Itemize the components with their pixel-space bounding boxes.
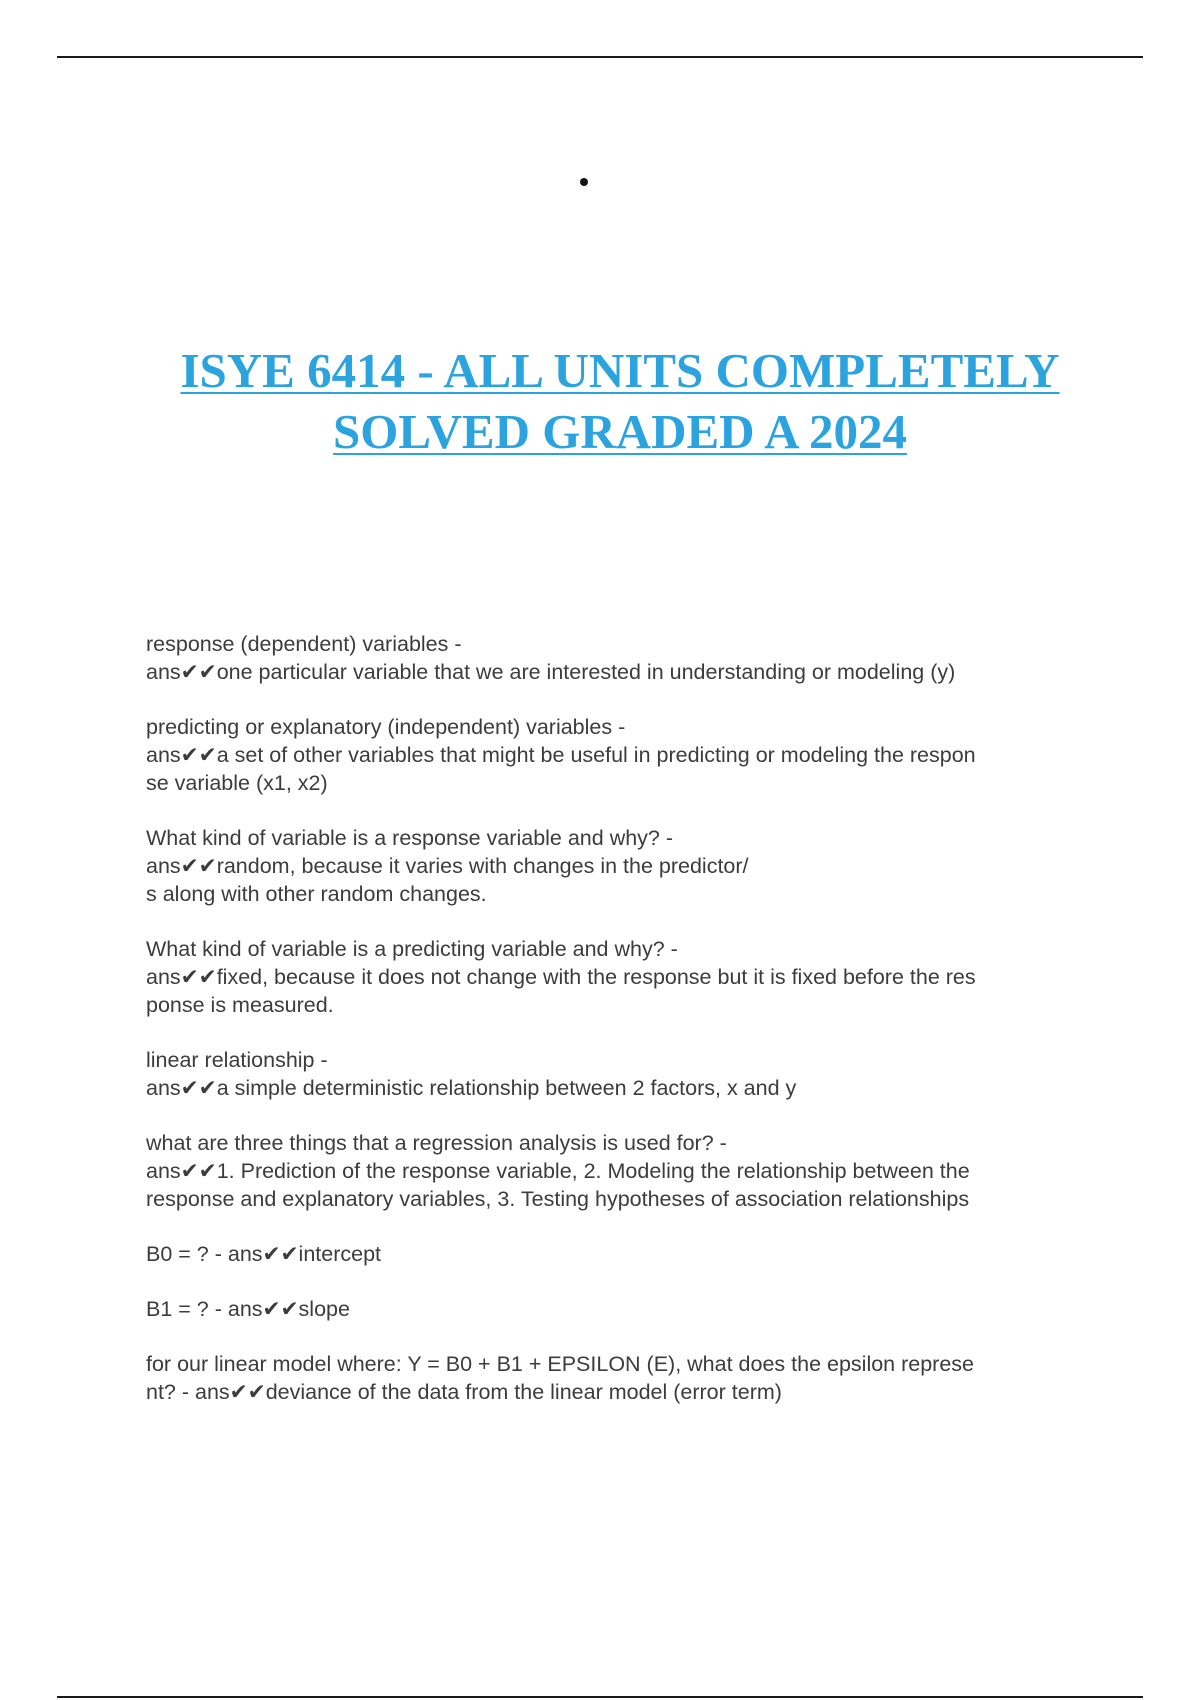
qa-line: B0 = ? - ans✔✔intercept [146, 1242, 382, 1266]
header-rule [57, 56, 1143, 58]
qa-line: what are three things that a regression analysis is used for? - [146, 1131, 727, 1155]
qa-line: response and explanatory variables, 3. Testing hypotheses of association relationships [146, 1187, 970, 1211]
qa-item [146, 1046, 1086, 1102]
title-line-2[interactable]: SOLVED GRADED A 2024 [332, 404, 908, 459]
qa-item [146, 935, 1086, 1019]
qa-item [146, 1129, 1086, 1213]
qa-item [146, 1240, 1086, 1268]
document-title[interactable] [80, 340, 1160, 462]
qa-list [146, 630, 1086, 1433]
title-line-1[interactable]: ISYE 6414 - ALL UNITS COMPLETELY [180, 343, 1060, 398]
qa-line: ponse is measured. [146, 993, 334, 1017]
qa-line: for our linear model where: Y = B0 + B1 + EPSILON (E), what does the epsilon represe [146, 1352, 975, 1376]
qa-item [146, 630, 1086, 686]
footer-rule [57, 1696, 1143, 1698]
qa-line: What kind of variable is a response variable and why? - [146, 826, 674, 850]
qa-item [146, 1350, 1086, 1406]
qa-item [146, 824, 1086, 908]
qa-line: ans✔✔random, because it varies with changes in the predictor/ [146, 854, 749, 878]
qa-line: ans✔✔a simple deterministic relationship between 2 factors, x and y [146, 1076, 797, 1100]
qa-line: B1 = ? - ans✔✔slope [146, 1297, 350, 1321]
qa-line: ans✔✔a set of other variables that might be useful in predicting or modeling the respon [146, 743, 976, 767]
qa-item [146, 713, 1086, 797]
qa-line: response (dependent) variables - [146, 632, 462, 656]
qa-line: ans✔✔one particular variable that we are interested in understanding or modeling (y) [146, 660, 956, 684]
qa-line: What kind of variable is a predicting variable and why? - [146, 937, 678, 961]
qa-item [146, 1295, 1086, 1323]
qa-line: linear relationship - [146, 1048, 328, 1072]
qa-line: nt? - ans✔✔deviance of the data from the linear model (error term) [146, 1380, 782, 1404]
bullet-dot [580, 178, 588, 186]
qa-line: ans✔✔fixed, because it does not change with the response but it is fixed before the res [146, 965, 976, 989]
qa-line: ans✔✔1. Prediction of the response variable, 2. Modeling the relationship between the [146, 1159, 970, 1183]
qa-line: s along with other random changes. [146, 882, 487, 906]
qa-line: se variable (x1, x2) [146, 771, 328, 795]
qa-line: predicting or explanatory (independent) variables - [146, 715, 626, 739]
